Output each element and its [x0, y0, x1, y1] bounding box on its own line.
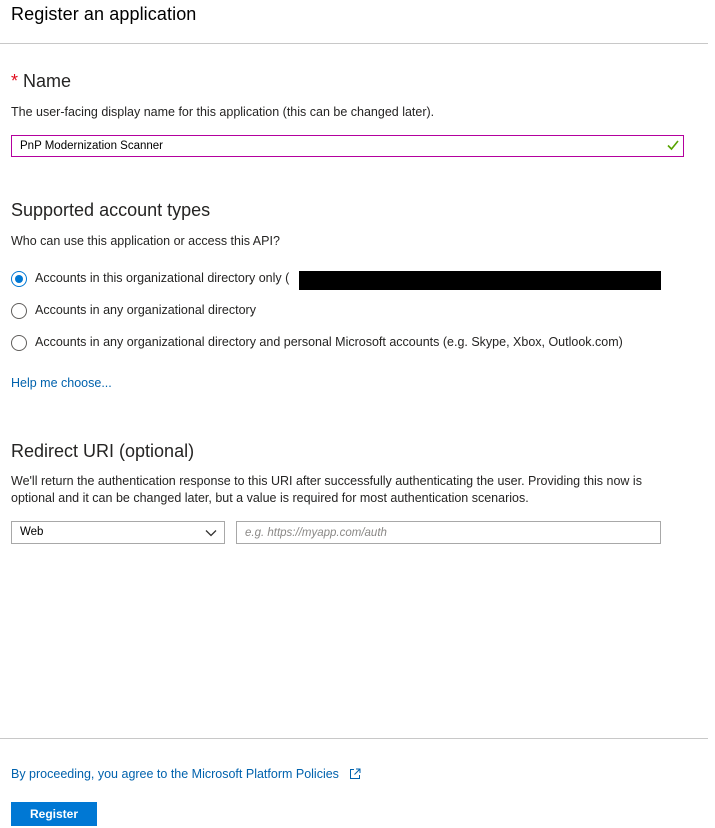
header-divider — [0, 43, 708, 44]
redacted-tenant-name — [299, 271, 661, 290]
app-name-field[interactable] — [11, 135, 684, 157]
chevron-down-icon — [205, 527, 217, 539]
help-me-choose-link[interactable]: Help me choose... — [11, 376, 112, 390]
account-types-heading: Supported account types — [11, 200, 211, 220]
radio-button[interactable] — [11, 335, 27, 351]
name-heading-label: Name — [23, 71, 72, 91]
platform-select[interactable] — [11, 521, 225, 544]
policy-link[interactable] — [11, 765, 361, 783]
footer-divider — [0, 738, 708, 739]
redirect-uri-input[interactable] — [236, 521, 661, 544]
redirect-uri-heading: Redirect URI (optional) — [11, 441, 195, 461]
account-types-question: Who can use this application or access this API? — [11, 234, 280, 248]
radio-button-checked[interactable] — [11, 271, 27, 287]
name-description: The user-facing display name for this application (this can be changed later). — [11, 105, 435, 119]
page-title: Register an application — [11, 4, 197, 24]
account-option-label: Accounts in any organizational directory — [35, 303, 256, 317]
name-heading — [11, 71, 71, 92]
account-option-label: Accounts in any organizational directory and personal Microsoft accounts (e.g. Skype, Xbox, Outlook.com) — [35, 335, 623, 349]
radio-button[interactable] — [11, 303, 27, 319]
app-name-value[interactable]: PnP Modernization Scanner — [20, 140, 163, 152]
checkmark-icon — [666, 138, 680, 152]
external-link-icon — [349, 768, 361, 780]
redirect-uri-description: We'll return the authentication response to this URI after successfully authenticating the user. Providing this now is optional and it can be changed later, but a value is required for most authentication scenarios. — [11, 474, 642, 505]
policy-link-text[interactable]: By proceeding, you agree to the Microsoft Platform Policies — [11, 767, 339, 781]
account-option-label: Accounts in this organizational directory only ( — [35, 271, 290, 285]
register-button[interactable]: Register — [11, 802, 97, 826]
platform-select-value: Web — [20, 526, 44, 538]
required-marker: * — [11, 71, 19, 91]
